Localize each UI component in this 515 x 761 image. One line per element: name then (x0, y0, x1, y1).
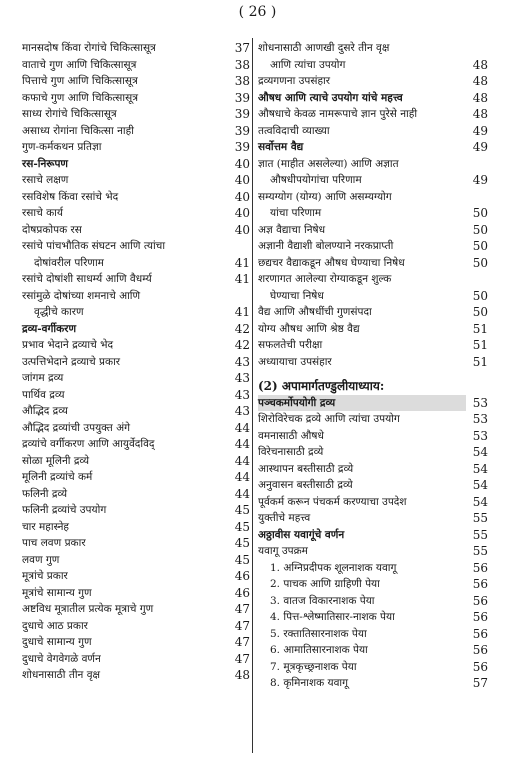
toc-entry-title: पित्ताचे गुण आणि चिकित्सासूत्र (22, 75, 138, 87)
toc-entry-title: अष्टविध मूत्रातील प्रत्येक मूत्राचे गुण (22, 603, 154, 615)
toc-entry (258, 428, 488, 445)
toc-entry (258, 659, 488, 676)
toc-entry-title: ज्ञात (माहीत असलेल्या) आणि अज्ञात (258, 157, 399, 170)
toc-entry-title: अज्ञ वैद्याचा निषेध (258, 223, 326, 236)
toc-entry-title: वैद्य आणि औषधींची गुणसंपदा (258, 306, 372, 318)
toc-entry-title: अज्ञानी वैद्याशी बोलण्याने नरकप्राप्ती (258, 240, 394, 252)
toc-entry-page: 44 (234, 437, 250, 451)
toc-entry (258, 304, 488, 321)
toc-entry-page: 54 (472, 494, 488, 509)
toc-entry (22, 519, 250, 536)
left-column (22, 40, 250, 684)
toc-entry-title: शिरोविरेचक द्रव्ये आणि त्यांचा उपयोग (258, 413, 400, 425)
toc-entry (22, 403, 250, 420)
toc-entry-title: पार्थिव द्रव्य (22, 388, 65, 401)
toc-entry-title: रसांमुळे दोषांच्या शमनाचे आणि (22, 289, 141, 302)
toc-entry (258, 395, 488, 412)
toc-entry-title: द्रव्यांचे वर्गीकरण आणि आयुर्वेदविद् (22, 438, 155, 450)
toc-entry-page: 41 (234, 272, 250, 286)
toc-entry (258, 255, 488, 272)
toc-entry-page: 38 (234, 74, 250, 88)
toc-entry-title: आणि त्यांचा उपयोग (270, 58, 346, 71)
toc-entry-title: 4. पित्त-श्लेष्मातिसार-नाशक पेया (270, 611, 395, 623)
toc-entry-title: प्रभाव भेदाने द्रव्याचे भेद (22, 339, 114, 351)
toc-entry (258, 444, 488, 461)
toc-entry (22, 288, 250, 305)
toc-entry (22, 40, 250, 57)
toc-entry-title: 8. कृमिनाशक यवागू (270, 677, 349, 689)
toc-entry-title: जांगम द्रव्य (22, 372, 64, 384)
toc-entry (22, 436, 250, 453)
toc-entry (22, 271, 250, 288)
toc-entry (22, 486, 250, 503)
toc-entry-page: 44 (234, 470, 250, 484)
toc-entry-title: रसाचे कार्य (22, 207, 63, 219)
toc-entry-title: मूलिनी द्रव्यांचे कर्म (22, 471, 93, 483)
toc-entry-title: वमनासाठी औषधे (258, 429, 324, 442)
toc-entry (22, 57, 250, 74)
toc-entry (258, 156, 488, 173)
toc-entry-title: युक्तीचे महत्त्व (258, 512, 311, 524)
toc-entry-title: रस-निरूपण (22, 157, 69, 170)
toc-entry (22, 123, 250, 140)
toc-entry-page: 41 (234, 255, 250, 270)
toc-entry-title: गुण-कर्मकथन प्रतिज्ञा (22, 141, 102, 153)
toc-entry (22, 634, 250, 651)
toc-entry-page: 40 (234, 173, 250, 187)
toc-entry-title: अध्यायाचा उपसंहार (258, 355, 332, 368)
toc-entry-page: 42 (234, 338, 250, 352)
toc-entry (258, 494, 488, 511)
toc-entry-title: मानसदोष किंवा रोगांचे चिकित्सासूत्र (22, 42, 156, 54)
toc-entry (22, 370, 250, 387)
toc-entry (22, 453, 250, 470)
toc-entry-page: 39 (234, 123, 250, 138)
toc-entry (258, 123, 488, 140)
toc-entry-page: 38 (234, 57, 250, 72)
toc-entry-title: शोधनासाठी आणखी दुसरे तीन वृक्ष (258, 42, 390, 54)
toc-entry-page: 37 (234, 41, 250, 55)
toc-entry (22, 601, 250, 618)
toc-entry-page: 56 (472, 659, 488, 674)
toc-entry-page: 44 (234, 486, 250, 501)
toc-entry (258, 90, 488, 107)
toc-entry-page: 49 (472, 173, 488, 187)
toc-entry (258, 172, 488, 189)
right-column (258, 40, 488, 692)
toc-entry-page: 40 (234, 189, 250, 204)
toc-entry (22, 469, 250, 486)
toc-entry (22, 585, 250, 602)
toc-entry-page: 50 (472, 206, 488, 220)
toc-entry-title: औषधीपयोगांचा परिणाम (270, 174, 362, 186)
toc-entry-page: 47 (234, 602, 250, 616)
toc-entry (258, 378, 488, 395)
toc-entry (258, 411, 488, 428)
toc-entry-title: यवागू उपक्रम (258, 545, 308, 557)
toc-entry (22, 255, 250, 272)
toc-entry (22, 618, 250, 635)
toc-entry (258, 354, 488, 371)
toc-entry-page: 50 (472, 239, 488, 253)
toc-entry (22, 387, 250, 404)
toc-entry (22, 139, 250, 156)
toc-entry-page: 49 (472, 140, 488, 154)
toc-entry-page: 44 (234, 420, 250, 435)
toc-entry-page: 51 (472, 338, 488, 352)
toc-entry-page: 44 (234, 453, 250, 468)
toc-entry-title: दुधाचे आठ प्रकार (22, 619, 88, 632)
toc-entry-page: 56 (472, 643, 488, 657)
toc-entry-title: छद्यचर वैद्याकडून औषध घेण्याचा निषेध (258, 256, 405, 269)
toc-entry-title: शोधनासाठी तीन वृक्ष (22, 669, 101, 681)
toc-entry-page: 55 (472, 511, 488, 525)
toc-entry-page: 43 (234, 387, 250, 402)
toc-entry-page: 42 (234, 321, 250, 336)
toc-entry-page: 53 (472, 428, 488, 443)
toc-entry (22, 568, 250, 585)
toc-entry (258, 189, 488, 206)
toc-entry (258, 288, 488, 305)
toc-entry-page: 48 (472, 107, 488, 121)
toc-entry-title: दुधाचे सामान्य गुण (22, 636, 92, 648)
toc-entry-title: अठ्ठावीस यवागूंचे वर्णन (258, 528, 345, 541)
toc-entry-page: 57 (472, 676, 488, 690)
toc-entry (258, 73, 488, 90)
toc-entry-page: 40 (234, 156, 250, 171)
toc-entry-title: सर्वोत्तम वैद्य (258, 141, 304, 153)
toc-entry-title: औषधाचे केवळ नामरूपाचे ज्ञान पुरेसे नाही (258, 108, 418, 120)
toc-entry-page: 46 (234, 569, 250, 583)
toc-entry-title: शरणागत आलेल्या रोग्याकडून शुल्क (258, 273, 392, 285)
toc-entry-page: 56 (472, 560, 488, 575)
toc-entry-page: 47 (234, 618, 250, 633)
toc-entry (22, 189, 250, 206)
toc-entry (22, 420, 250, 437)
toc-entry (22, 90, 250, 107)
toc-entry-title: फलिनी द्रव्ये (22, 487, 68, 500)
toc-entry-title: साध्य रोगांचे चिकित्सासूत्र (22, 108, 117, 120)
toc-entry (258, 106, 488, 123)
toc-entry-page: 48 (234, 668, 250, 682)
toc-entry-page: 39 (234, 90, 250, 105)
toc-entry (22, 354, 250, 371)
toc-entry-title: वाताचे गुण आणि चिकित्सासूत्र (22, 58, 137, 71)
toc-entry-page: 43 (234, 404, 250, 418)
toc-entry-page: 43 (234, 371, 250, 385)
toc-entry-page: 53 (472, 412, 488, 426)
toc-entry (22, 172, 250, 189)
toc-entry (258, 642, 488, 659)
toc-entry-title: अनुवासन बस्तीसाठी द्रव्ये (258, 479, 353, 491)
toc-entry (258, 57, 488, 74)
toc-entry (258, 510, 488, 527)
toc-entry-page: 47 (234, 635, 250, 649)
toc-entry-page: 54 (472, 461, 488, 476)
toc-entry-title: मूत्रांचे सामान्य गुण (22, 586, 92, 599)
toc-entry (22, 73, 250, 90)
toc-entry-title: घेण्याचा निषेध (270, 289, 324, 302)
toc-entry-title: रसांचे पांचभौतिक संघटन आणि त्यांचा (22, 240, 166, 252)
toc-entry (258, 271, 488, 288)
toc-entry-title: पूर्वकर्म करून पंचकर्म करण्याचा उपदेश (258, 495, 407, 508)
toc-entry-title: 5. रक्तातिसारनाशक पेया (270, 627, 367, 640)
toc-entry-page: 50 (472, 305, 488, 319)
toc-entry (258, 238, 488, 255)
toc-entry (22, 222, 250, 239)
toc-entry-page: 45 (234, 519, 250, 534)
toc-entry-title: उत्पत्तिभेदाने द्रव्याचे प्रकार (22, 355, 121, 368)
toc-entry-title: विरेचनासाठी द्रव्ये (258, 446, 324, 458)
toc-entry-page: 40 (234, 222, 250, 237)
toc-entry-title: (2) अपामार्गतण्डुलीयाध्याय: (258, 379, 385, 393)
toc-entry (22, 337, 250, 354)
toc-entry-title: रसविशेष किंवा रसांचे भेद (22, 190, 119, 203)
toc-entry-page: 51 (472, 354, 488, 369)
toc-entry-page: 39 (234, 107, 250, 121)
toc-entry (22, 667, 250, 684)
toc-entry (22, 651, 250, 668)
toc-entry-title: तत्वविदाची व्याख्या (258, 124, 330, 137)
toc-entry-page: 50 (472, 255, 488, 270)
toc-entry-page: 56 (472, 577, 488, 591)
toc-entry-title: फलिनी द्रव्यांचे उपयोग (22, 504, 107, 516)
toc-entry-title: दोषप्रकोपक रस (22, 223, 82, 236)
toc-entry-page: 40 (234, 206, 250, 220)
toc-entry-page: 56 (472, 593, 488, 608)
toc-entry-title: सोळा मूलिनी द्रव्ये (22, 454, 90, 467)
toc-entry-title: कफाचे गुण आणि चिकित्सासूत्र (22, 91, 138, 104)
toc-entry-title: असाध्य रोगांना चिकित्सा नाही (22, 124, 134, 137)
toc-entry-title: द्रव्यगणना उपसंहार (258, 75, 331, 87)
toc-entry-page: 48 (472, 74, 488, 88)
toc-entry-title: लवण गुण (22, 553, 60, 566)
toc-entry-title: द्रव्य-वर्गीकरण (22, 322, 77, 335)
toc-entry-page: 54 (472, 445, 488, 459)
toc-entry (258, 609, 488, 626)
toc-entry (22, 552, 250, 569)
toc-entry-title: दोषांवरील परिणाम (34, 256, 104, 269)
toc-entry-title: 3. वातज विकारनाशक पेया (270, 594, 375, 607)
toc-entry (258, 675, 488, 692)
toc-entry-title: योग्य औषध आणि श्रेष्ठ वैद्य (258, 322, 360, 335)
toc-entry-title: पाच लवण प्रकार (22, 537, 86, 549)
toc-entry-title: औषध आणि त्याचे उपयोग यांचे महत्त्व (258, 91, 403, 104)
toc-entry (258, 321, 488, 338)
toc-entry (258, 337, 488, 354)
toc-entry-page: 50 (472, 222, 488, 237)
toc-entry (22, 106, 250, 123)
toc-entry-page: 47 (234, 651, 250, 666)
toc-entry (258, 593, 488, 610)
toc-entry (22, 502, 250, 519)
toc-entry (22, 304, 250, 321)
toc-entry (258, 477, 488, 494)
toc-entry (258, 543, 488, 560)
toc-entry-title: चार महास्नेह (22, 520, 70, 533)
toc-entry-page: 55 (472, 527, 488, 542)
toc-entry (258, 626, 488, 643)
toc-entry-title: आस्थापन बस्तीसाठी द्रव्ये (258, 462, 354, 475)
toc-entry-page: 41 (234, 305, 250, 319)
toc-entry-title: 1. अग्निप्रदीपक शूलनाशक यवागू (270, 561, 397, 574)
toc-entry-title: औद्भिद द्रव्य (22, 405, 68, 417)
toc-entry-page: 48 (472, 90, 488, 105)
toc-entry (258, 222, 488, 239)
toc-entry-page: 45 (234, 536, 250, 550)
toc-entry-page: 56 (472, 626, 488, 641)
toc-entry-page: 56 (472, 610, 488, 624)
toc-entry-title: रसाचे लक्षण (22, 174, 69, 186)
toc-entry-page: 50 (472, 288, 488, 303)
toc-entry (22, 238, 250, 255)
toc-entry-title: दुधाचे वेगवेगळे वर्णन (22, 652, 101, 665)
toc-entry (258, 527, 488, 544)
toc-entry-title: 2. पाचक आणि ग्राहिणी पेया (270, 578, 380, 590)
toc-entry-title: वृद्धीचे कारण (34, 306, 84, 318)
toc-entry-title: 7. मूत्रकृच्छ्रनाशक पेया (270, 660, 357, 673)
toc-entry (22, 205, 250, 222)
toc-entry (258, 40, 488, 57)
toc-entry (22, 535, 250, 552)
toc-entry-page: 45 (234, 503, 250, 517)
toc-entry-title: सम्यग्योग (योग्य) आणि असम्यग्योग (258, 190, 392, 203)
page-number: ( 26 ) (238, 4, 277, 20)
toc-entry-title: मूत्रांचे प्रकार (22, 570, 68, 582)
toc-entry-page: 51 (472, 321, 488, 336)
toc-entry (258, 560, 488, 577)
toc-entry-title: औद्भिद द्रव्यांची उपयुक्त अंगे (22, 421, 131, 434)
toc-entry-title: यांचा परिणाम (270, 207, 322, 219)
column-divider (252, 38, 253, 753)
toc-entry (258, 576, 488, 593)
toc-entry-page: 39 (234, 140, 250, 154)
toc-entry (22, 156, 250, 173)
toc-entry-page: 53 (472, 395, 488, 410)
toc-entry (258, 461, 488, 478)
toc-entry-page: 46 (234, 585, 250, 600)
toc-entry-title: रसांचे दोषांशी साधर्म्य आणि वैधर्म्य (22, 273, 152, 285)
toc-entry-page: 45 (234, 552, 250, 567)
toc-entry (258, 139, 488, 156)
toc-entry-title: 6. आमातिसारनाशक पेया (270, 644, 368, 656)
toc-entry-title: पञ्चकर्मोपयोगी द्रव्य (258, 395, 466, 412)
toc-entry (22, 321, 250, 338)
toc-entry-title: सफलतेची परीक्षा (258, 339, 323, 351)
toc-entry-page: 55 (472, 544, 488, 558)
toc-entry-page: 49 (472, 123, 488, 138)
toc-entry-page: 54 (472, 478, 488, 492)
toc-entry (258, 205, 488, 222)
toc-entry-page: 48 (472, 57, 488, 72)
toc-entry-page: 43 (234, 354, 250, 369)
